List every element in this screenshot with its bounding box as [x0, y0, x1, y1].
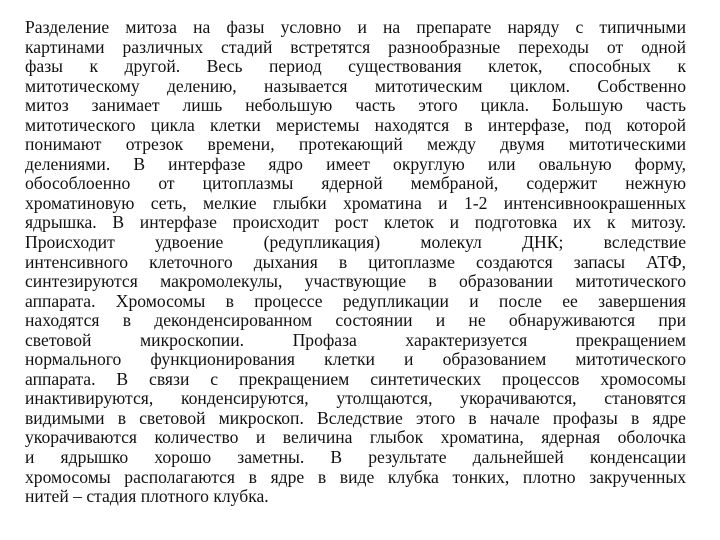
- text-line-8: делениями. В интерфазе ядро имеет округлую или овальную форму,: [25, 153, 686, 174]
- text-line-15: аппарата. Хромосомы в процессе редупликации и после ее завершения: [25, 290, 686, 311]
- text-line-10: хроматиновую сеть, мелкие глыбки хроматина и 1-2 интенсивноокрашенных: [25, 192, 686, 213]
- text-line-22: укорачиваются количество и величина глыбок хроматина, ядерная оболочка: [25, 427, 686, 448]
- text-line-13: интенсивного клеточного дыхания в цитоплазме создаются запасы АТФ,: [25, 251, 686, 272]
- text-line-9: обособлоенно от цитоплазмы ядерной мембраной, содержит нежную: [25, 173, 686, 194]
- text-line-19: аппарата. В связи с прекращением синтетических процессов хромосомы: [25, 368, 686, 389]
- paragraph: [25, 18, 686, 507]
- text-line-3: фазы к другой. Весь период существования клеток, способных к: [25, 56, 686, 77]
- text-line-17: световой микроскопии. Профаза характеризуется прекращением: [25, 329, 686, 350]
- text-line-1: Разделение митоза на фазы условно и на препарате наряду с типичными: [25, 17, 686, 37]
- text-line-7: понимают отрезок времени, протекающий между двумя митотическими: [25, 134, 686, 155]
- text-line-6: митотического цикла клетки меристемы находятся в интерфазе, под которой: [25, 114, 686, 135]
- text-line-21: видимыми в световой микроскоп. Вследствие этого в начале профазы в ядре: [25, 407, 686, 428]
- text-line-11: ядрышка. В интерфазе происходит рост клеток и подготовка их к митозу.: [25, 212, 686, 233]
- text-line-4: митотическому делению, называется митотическим циклом. Собственно: [25, 75, 686, 96]
- text-line-20: инактивируются, конденсируются, утолщаются, укорачиваются, становятся: [25, 388, 686, 409]
- text-line-23: и ядрышко хорошо заметны. В результате дальнейшей конденсации: [25, 447, 686, 468]
- text-line-5: митоз занимает лишь небольшую часть этого цикла. Большую часть: [25, 95, 686, 116]
- text-line-25: нитей – стадия плотного клубка.: [25, 486, 269, 507]
- text-line-14: синтезируются макромолекулы, участвующие в образовании митотического: [25, 271, 686, 292]
- text-line-18: нормального функционирования клетки и образованием митотического: [25, 349, 686, 370]
- text-line-16: находятся в деконденсированном состоянии и не обнаруживаются при: [25, 310, 686, 331]
- text-line-2: картинами различных стадий встретятся разнообразные переходы от одной: [25, 36, 686, 57]
- text-line-12: Происходит удвоение (редупликация) молекул ДНК; вследствие: [25, 232, 686, 253]
- text-line-24: хромосомы располагаются в ядре в виде клубка тонких, плотно закрученных: [25, 466, 686, 487]
